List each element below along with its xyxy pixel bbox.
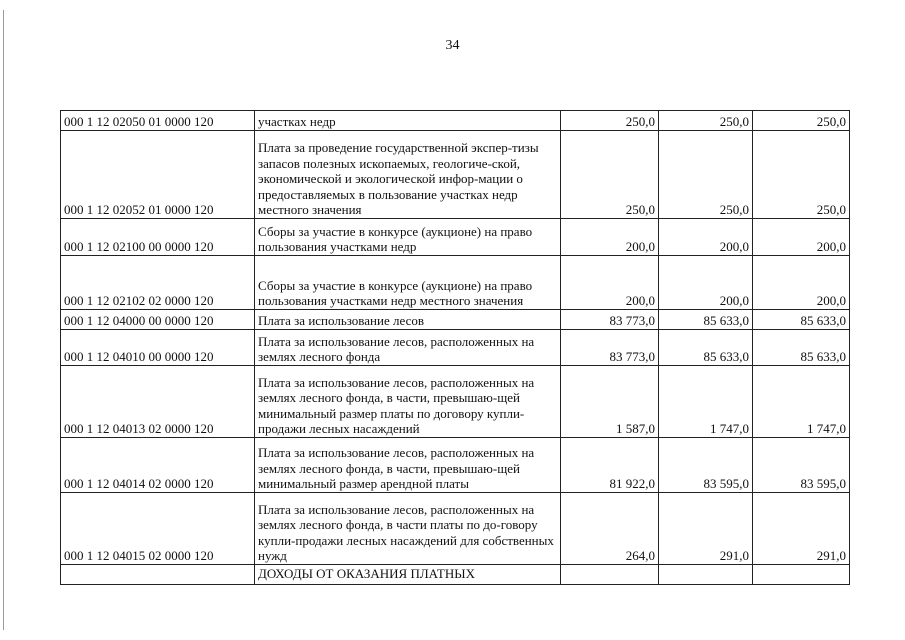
budget-code: 000 1 12 04014 02 0000 120 — [61, 438, 255, 493]
budget-code: 000 1 12 04015 02 0000 120 — [61, 493, 255, 565]
revenue-name: Плата за проведение государственной экспер-тизы запасов полезных ископаемых, геологиче-ской, экономической и экологической инфор-мации о предоставляемых в пользование участках недр местного значения — [255, 131, 561, 219]
value-year-3: 83 595,0 — [753, 438, 850, 493]
value-year-1: 200,0 — [561, 219, 659, 256]
value-year-3: 85 633,0 — [753, 330, 850, 366]
revenue-name: Плата за использование лесов, расположенных на землях лесного фонда, в части платы по до-говору купли-продажи лесных насаждений для собственных нужд — [255, 493, 561, 565]
revenue-name: Сборы за участие в конкурсе (аукционе) на право пользования участками недр местного значения — [255, 256, 561, 310]
budget-code: 000 1 12 04000 00 0000 120 — [61, 310, 255, 330]
value-year-2: 1 747,0 — [659, 366, 753, 438]
value-year-2 — [659, 565, 753, 585]
value-year-2: 200,0 — [659, 219, 753, 256]
page-number: 34 — [445, 38, 460, 53]
revenue-table — [60, 110, 850, 585]
revenue-name: Плата за использование лесов — [255, 310, 561, 330]
budget-code: 000 1 12 02052 01 0000 120 — [61, 131, 255, 219]
value-year-3: 291,0 — [753, 493, 850, 565]
revenue-name: ДОХОДЫ ОТ ОКАЗАНИЯ ПЛАТНЫХ — [255, 565, 561, 585]
revenue-name: Плата за использование лесов, расположенных на землях лесного фонда — [255, 330, 561, 366]
table-row — [61, 330, 850, 366]
value-year-2: 85 633,0 — [659, 310, 753, 330]
revenue-name: Плата за использование лесов, расположенных на землях лесного фонда, в части, превышаю-щей минимальный размер платы по договору купли-продажи лесных насаждений — [255, 366, 561, 438]
budget-code — [61, 565, 255, 585]
table-row — [61, 493, 850, 565]
value-year-2: 200,0 — [659, 256, 753, 310]
value-year-1: 250,0 — [561, 111, 659, 131]
table-row — [61, 131, 850, 219]
value-year-2: 291,0 — [659, 493, 753, 565]
table-row — [61, 256, 850, 310]
value-year-1: 81 922,0 — [561, 438, 659, 493]
revenue-name: Плата за использование лесов, расположенных на землях лесного фонда, в части, превышаю-щей минимальный размер арендной платы — [255, 438, 561, 493]
value-year-1 — [561, 565, 659, 585]
value-year-1: 250,0 — [561, 131, 659, 219]
value-year-2: 250,0 — [659, 131, 753, 219]
value-year-3: 250,0 — [753, 111, 850, 131]
budget-code: 000 1 12 04010 00 0000 120 — [61, 330, 255, 366]
table-row — [61, 111, 850, 131]
table-row — [61, 310, 850, 330]
value-year-1: 83 773,0 — [561, 310, 659, 330]
table-row — [61, 438, 850, 493]
table-row — [61, 219, 850, 256]
budget-code: 000 1 12 02102 02 0000 120 — [61, 256, 255, 310]
value-year-3 — [753, 565, 850, 585]
budget-code: 000 1 12 02050 01 0000 120 — [61, 111, 255, 131]
value-year-3: 250,0 — [753, 131, 850, 219]
scan-left-edge — [3, 10, 4, 630]
value-year-1: 1 587,0 — [561, 366, 659, 438]
value-year-1: 83 773,0 — [561, 330, 659, 366]
value-year-2: 83 595,0 — [659, 438, 753, 493]
value-year-3: 200,0 — [753, 219, 850, 256]
revenue-name: участках недр — [255, 111, 561, 131]
value-year-1: 200,0 — [561, 256, 659, 310]
table-row — [61, 565, 850, 585]
value-year-2: 85 633,0 — [659, 330, 753, 366]
budget-code: 000 1 12 02100 00 0000 120 — [61, 219, 255, 256]
value-year-3: 1 747,0 — [753, 366, 850, 438]
budget-code: 000 1 12 04013 02 0000 120 — [61, 366, 255, 438]
value-year-1: 264,0 — [561, 493, 659, 565]
table-row — [61, 366, 850, 438]
value-year-3: 200,0 — [753, 256, 850, 310]
revenue-name: Сборы за участие в конкурсе (аукционе) на право пользования участками недр — [255, 219, 561, 256]
value-year-3: 85 633,0 — [753, 310, 850, 330]
value-year-2: 250,0 — [659, 111, 753, 131]
